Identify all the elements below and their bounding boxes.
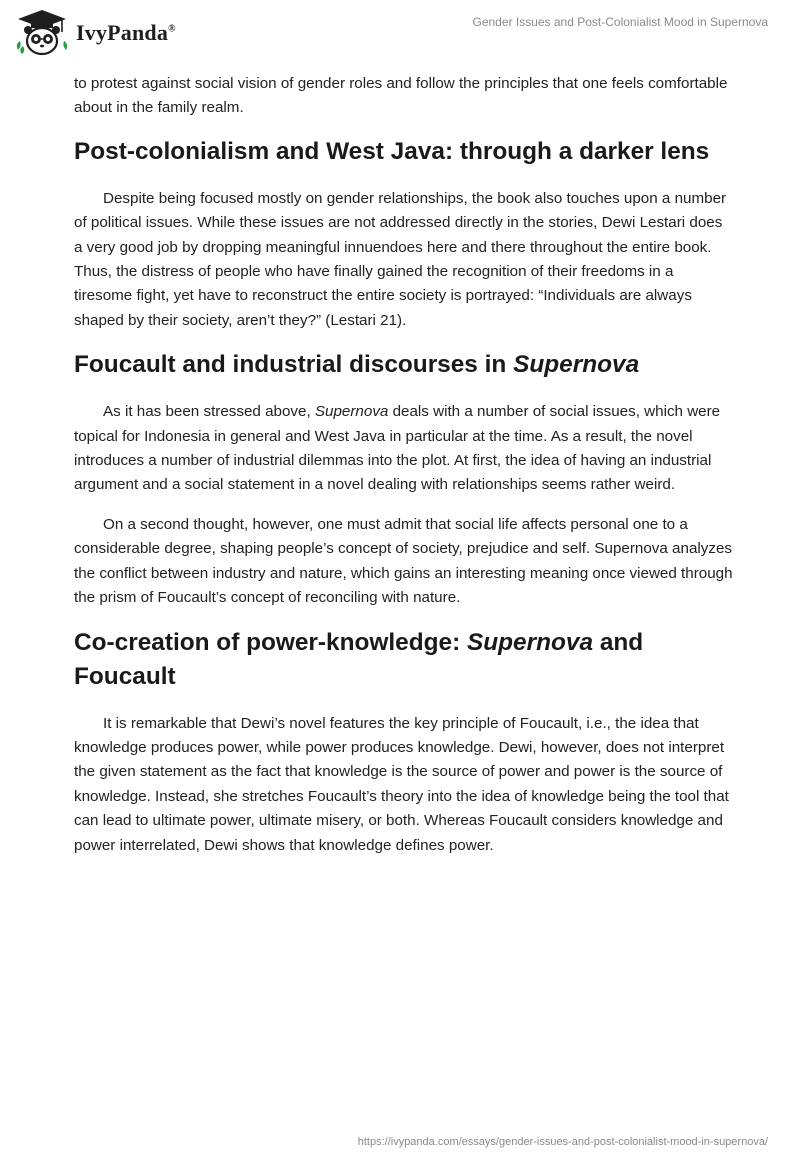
document-title: Gender Issues and Post-Colonialist Mood in Supernova xyxy=(472,15,768,29)
section-heading-power-knowledge: Co-creation of power-knowledge: Supernova and Foucault xyxy=(74,628,644,690)
section-heading-post-colonialism: Post-colonialism and West Java: through a darker lens xyxy=(74,137,710,165)
section-heading-foucault-industrial: Foucault and industrial discourses in Supernova xyxy=(74,351,640,379)
intro-paragraph: to protest against social vision of gender roles and follow the principles that one feels comfortable about in the family realm. xyxy=(74,75,728,117)
ivypanda-logo[interactable] xyxy=(14,8,176,58)
section-paragraph: On a second thought, however, one must admit that social life affects personal one to a considerable degree, shaping people’s concept of society, prejudice and self. Supernova analyzes the conflict between industry and nature, which gains an interesting meaning once viewed through the prism of Foucault’s concept of reconciling with nature. xyxy=(74,515,733,607)
section-paragraph: As it has been stressed above, Supernova deals with a number of social issues, which were topical for Indonesia in general and West Java in particular at the time. As a result, the novel introduces a number of industrial dilemmas into the plot. At first, the idea of having an industrial argument and a social statement in a novel dealing with relationships seems rather weird. xyxy=(74,403,721,494)
panda-graduate-icon xyxy=(14,8,70,58)
essay-body xyxy=(74,72,734,873)
page-header xyxy=(0,0,800,70)
section-paragraph: Despite being focused mostly on gender relationships, the book also touches upon a number of political issues. While these issues are not addressed directly in the stories, Dewi Lestari does a very good job by dropping meaningful innuendoes here and there throughout the entire book. Thus, the distress of people who have finally gained the recognition of their freedoms in a tiresome fight, yet have to reconstruct the entire society is portrayed: “Individuals are always shaped by their society, aren’t they?” (Lestari 21). xyxy=(74,189,727,329)
registered-mark: ® xyxy=(168,23,176,35)
source-url[interactable]: https://ivypanda.com/essays/gender-issues-and-post-colonialist-mood-in-supernova/ xyxy=(357,1136,768,1148)
brand-name: IvyPanda® xyxy=(76,20,176,45)
section-paragraph: It is remarkable that Dewi’s novel features the key principle of Foucault, i.e., the idea that knowledge produces power, while power produces knowledge. Dewi, however, does not interpret the given statement as the fact that knowledge is the source of power and power is the source of knowledge. Instead, she stretches Foucault’s theory into the idea of knowledge being the tool that can lead to ultimate power, ultimate misery, or both. Whereas Foucault considers knowledge and power interrelated, Dewi shows that knowledge defines power. xyxy=(74,714,729,854)
